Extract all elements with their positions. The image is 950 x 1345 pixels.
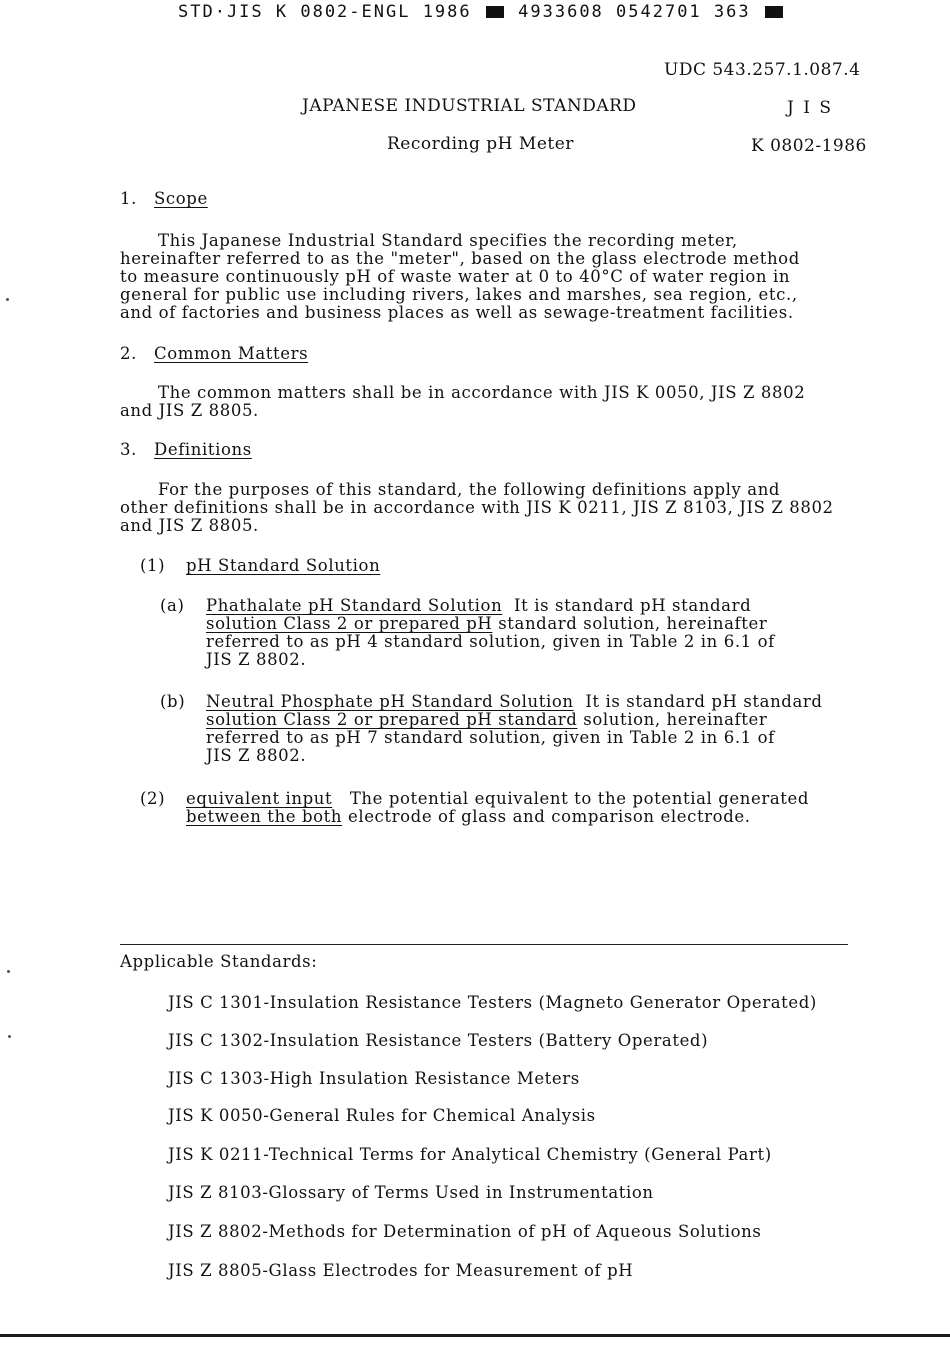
text-line: hereinafter referred to as the "meter", based on the glass electrode method [120, 249, 800, 268]
stamp-block-mark [765, 6, 783, 18]
definition-neutral-phosphate [206, 693, 823, 765]
definition-text: The potential equivalent to the potential generated [349, 789, 810, 808]
applicable-standard-item: JIS C 1302-Insulation Resistance Testers (Battery Operated) [168, 1031, 709, 1050]
document-id-stamp [178, 2, 785, 22]
definition-equivalent-input [186, 790, 809, 826]
defined-term: equivalent input [186, 789, 333, 808]
section-heading-common-matters: Common Matters [154, 344, 309, 363]
defined-term: Neutral Phosphate pH Standard Solution [206, 692, 574, 711]
organization-title: JAPANESE INDUSTRIAL STANDARD [302, 96, 637, 116]
scan-bottom-edge [0, 1334, 950, 1337]
definitions-paragraph [120, 481, 834, 535]
document-title: Recording pH Meter [387, 134, 574, 154]
text-line: and JIS Z 8805. [120, 516, 259, 535]
applicable-standard-item: JIS K 0211-Technical Terms for Analytical Chemistry (General Part) [168, 1145, 772, 1164]
applicable-standard-item: JIS Z 8802-Methods for Determination of pH of Aqueous Solutions [168, 1222, 762, 1241]
definition-text: It is standard pH standard [585, 692, 823, 711]
text-line: JIS Z 8802. [206, 746, 307, 765]
scan-speck [7, 970, 10, 973]
text-line: other definitions shall be in accordance with JIS K 0211, JIS Z 8103, JIS Z 8802 [120, 498, 834, 517]
applicable-standard-item: JIS Z 8103-Glossary of Terms Used in Instrumentation [168, 1183, 654, 1202]
definition-text: solution, hereinafter [577, 710, 768, 729]
text-line: This Japanese Industrial Standard specifies the recording meter, [158, 231, 738, 250]
common-matters-paragraph [120, 384, 805, 420]
item-number: (2) [140, 789, 166, 808]
text-line: For the purposes of this standard, the following definitions apply and [158, 480, 781, 499]
applicable-standard-item: JIS K 0050-General Rules for Chemical Analysis [168, 1106, 596, 1125]
standard-number: K 0802-1986 [751, 136, 867, 156]
definition-phathalate [206, 597, 775, 669]
text-line: referred to as pH 4 standard solution, given in Table 2 in 6.1 of [206, 632, 775, 651]
scan-speck [6, 298, 9, 301]
text-line: to measure continuously pH of waste water at 0 to 40°C of water region in [120, 267, 791, 286]
text-line: general for public use including rivers, lakes and marshes, sea region, etc., [120, 285, 798, 304]
footnote-divider [120, 944, 848, 945]
definition-text: solution Class 2 or prepared pH standard [206, 710, 578, 729]
text-line: JIS Z 8802. [206, 650, 307, 669]
defined-term: Phathalate pH Standard Solution [206, 596, 503, 615]
section-number: 3. [120, 440, 137, 459]
subitem-number: (a) [160, 596, 185, 615]
definition-text: standard solution, hereinafter [492, 614, 768, 633]
scope-paragraph [120, 232, 800, 322]
udc-code: UDC 543.257.1.087.4 [664, 60, 861, 80]
applicable-standard-item: JIS C 1301-Insulation Resistance Testers (Magneto Generator Operated) [168, 993, 817, 1012]
section-heading-definitions: Definitions [154, 440, 252, 459]
section-heading-scope: Scope [154, 189, 208, 208]
stamp-serial: 4933608 0542701 363 [518, 2, 751, 22]
section-number: 1. [120, 189, 137, 208]
applicable-standards-heading: Applicable Standards: [120, 952, 318, 971]
text-line: and of factories and business places as well as sewage-treatment facilities. [120, 303, 794, 322]
jis-mark: J I S [787, 98, 833, 118]
applicable-standard-item: JIS Z 8805-Glass Electrodes for Measurement of pH [168, 1261, 634, 1280]
item-heading-ph-standard-solution: pH Standard Solution [186, 556, 381, 575]
item-number: (1) [140, 556, 166, 575]
definition-text: solution Class 2 or prepared pH [206, 614, 493, 633]
text-line: The common matters shall be in accordance with JIS K 0050, JIS Z 8802 [158, 383, 806, 402]
stamp-block-mark [486, 6, 504, 18]
section-number: 2. [120, 344, 137, 363]
definition-text: It is standard pH standard [514, 596, 752, 615]
text-line: and JIS Z 8805. [120, 401, 259, 420]
definition-text: between the both [186, 807, 343, 826]
definition-text: electrode of glass and comparison electrode. [342, 807, 751, 826]
applicable-standard-item: JIS C 1303-High Insulation Resistance Meters [168, 1069, 580, 1088]
stamp-standard-id: STD·JIS K 0802-ENGL 1986 [178, 2, 472, 22]
subitem-number: (b) [160, 692, 186, 711]
text-line: referred to as pH 7 standard solution, given in Table 2 in 6.1 of [206, 728, 775, 747]
scan-speck [8, 1035, 11, 1038]
